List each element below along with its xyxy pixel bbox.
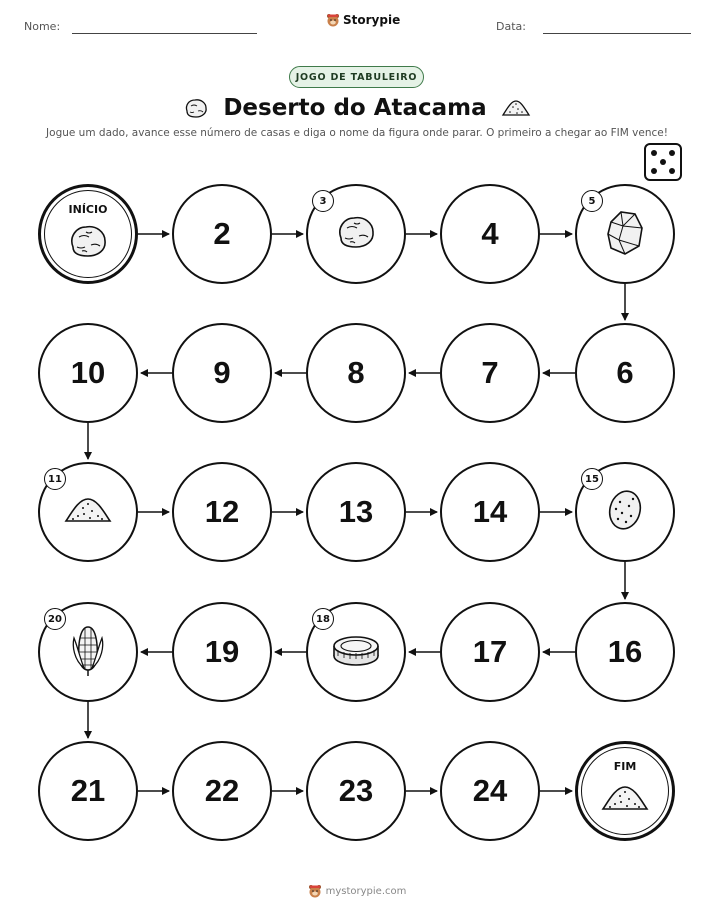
cell-number: 22 bbox=[204, 773, 240, 808]
board-cell-17 bbox=[440, 602, 540, 702]
board-cell-2 bbox=[172, 184, 272, 284]
cell-label: INÍCIO bbox=[68, 203, 108, 216]
brand-name: Storypie bbox=[343, 13, 401, 27]
sand-pile-icon bbox=[63, 494, 113, 530]
board-cell-8 bbox=[306, 323, 406, 423]
board-cell-25 bbox=[575, 741, 675, 841]
cell-number: 23 bbox=[338, 773, 374, 808]
cell-number: 16 bbox=[607, 634, 643, 669]
cell-number: 7 bbox=[481, 355, 499, 390]
board-cell-12 bbox=[172, 462, 272, 562]
board-cell-20 bbox=[38, 602, 138, 702]
board-cell-24 bbox=[440, 741, 540, 841]
board-cell-23 bbox=[306, 741, 406, 841]
coin-icon bbox=[330, 630, 382, 674]
crystal-rock-icon bbox=[602, 207, 648, 261]
instructions: Jogue um dado, avance esse número de casas e diga o nome da figura onde parar. O primeiro a chegar ao FIM vence! bbox=[46, 127, 668, 139]
board-cell-10 bbox=[38, 323, 138, 423]
board-cell-6 bbox=[575, 323, 675, 423]
board-cell-7 bbox=[440, 323, 540, 423]
board-cell-9 bbox=[172, 323, 272, 423]
cell-number: 9 bbox=[213, 355, 231, 390]
board-cell-1 bbox=[38, 184, 138, 284]
rock-icon bbox=[65, 221, 111, 265]
cell-number: 24 bbox=[472, 773, 508, 808]
cell-number: 12 bbox=[204, 494, 240, 529]
cell-number: 17 bbox=[472, 634, 508, 669]
board-cell-5 bbox=[575, 184, 675, 284]
cell-number: 19 bbox=[204, 634, 240, 669]
board-cell-14 bbox=[440, 462, 540, 562]
cell-number-badge: 18 bbox=[312, 608, 334, 630]
cell-number: 6 bbox=[616, 355, 634, 390]
corn-icon bbox=[70, 622, 106, 682]
cell-number-badge: 5 bbox=[581, 190, 603, 212]
speckled-stone-icon bbox=[605, 487, 645, 537]
board-cell-11 bbox=[38, 462, 138, 562]
cell-number: 21 bbox=[70, 773, 106, 808]
board-cell-22 bbox=[172, 741, 272, 841]
bear-mascot-icon bbox=[308, 884, 322, 898]
cell-label: FIM bbox=[613, 760, 637, 773]
board-cell-13 bbox=[306, 462, 406, 562]
cell-number-badge: 11 bbox=[44, 468, 66, 490]
cell-number: 10 bbox=[70, 355, 106, 390]
cell-number-badge: 20 bbox=[44, 608, 66, 630]
rock-icon bbox=[333, 212, 379, 256]
board-cell-15 bbox=[575, 462, 675, 562]
cell-number: 2 bbox=[213, 216, 231, 251]
footer-url[interactable]: mystorypie.com bbox=[325, 885, 407, 897]
name-label: Nome: bbox=[24, 20, 61, 33]
page-title: Deserto do Atacama bbox=[223, 95, 487, 121]
board-cell-21 bbox=[38, 741, 138, 841]
cell-number-badge: 3 bbox=[312, 190, 334, 212]
game-type-badge: JOGO DE TABULEIRO bbox=[289, 66, 424, 88]
cell-number: 8 bbox=[347, 355, 365, 390]
board-cell-3 bbox=[306, 184, 406, 284]
date-label: Data: bbox=[496, 20, 526, 33]
board-cell-16 bbox=[575, 602, 675, 702]
board-cell-18 bbox=[306, 602, 406, 702]
board-cell-4 bbox=[440, 184, 540, 284]
cell-number: 4 bbox=[481, 216, 499, 251]
cell-number: 14 bbox=[472, 494, 508, 529]
footer bbox=[0, 884, 714, 898]
cell-number: 13 bbox=[338, 494, 374, 529]
sand-pile-icon bbox=[600, 782, 650, 818]
cell-number-badge: 15 bbox=[581, 468, 603, 490]
board-cell-19 bbox=[172, 602, 272, 702]
